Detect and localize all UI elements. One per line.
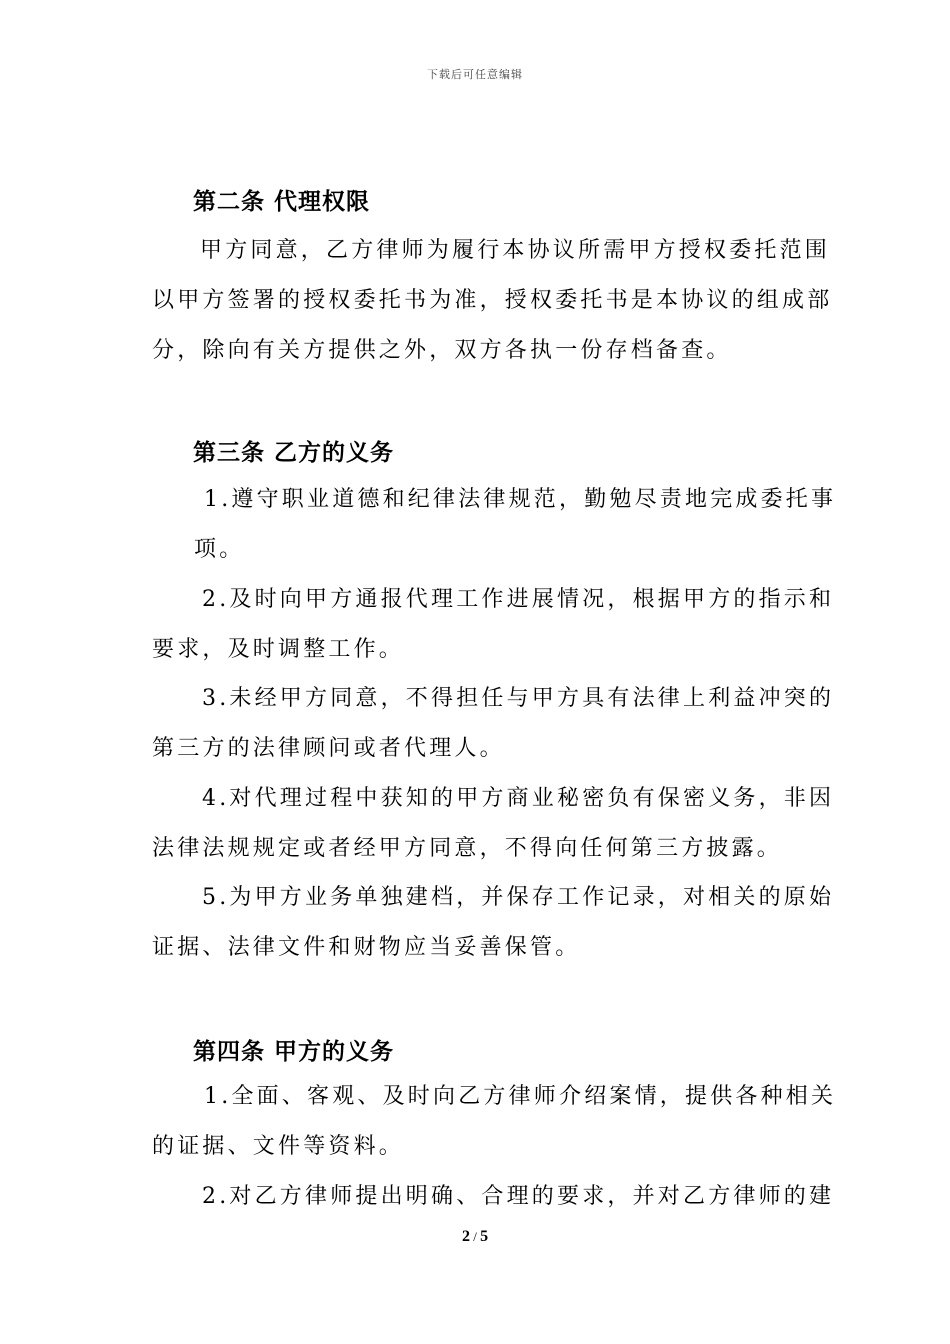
current-page: 2 bbox=[461, 1228, 470, 1245]
paragraph-line: 4.对代理过程中获知的甲方商业秘密负有保密义务，非因 bbox=[202, 786, 835, 811]
paragraph bbox=[152, 575, 862, 675]
paragraph bbox=[152, 674, 862, 774]
paragraph-line: 第三方的法律顾问或者代理人。 bbox=[152, 736, 505, 761]
paragraph bbox=[152, 774, 862, 874]
paragraph-line: 3.未经甲方同意，不得担任与甲方具有法律上利益冲突的 bbox=[202, 686, 835, 711]
page-separator: / bbox=[469, 1229, 481, 1244]
paragraph-line: 5.为甲方业务单独建档，并保存工作记录，对相关的原始 bbox=[202, 885, 835, 910]
paragraph-line: 分，除向有关方提供之外，双方各执一份存档备查。 bbox=[152, 338, 732, 363]
section-heading-3: 第三条 乙方的义务 bbox=[193, 440, 395, 466]
page-number bbox=[0, 1228, 950, 1246]
paragraph-line: 项。 bbox=[194, 537, 245, 562]
paragraph-line: 甲方同意，乙方律师为履行本协议所需甲方授权委托范围 bbox=[200, 238, 831, 263]
paragraph bbox=[152, 1072, 862, 1172]
section-heading-2: 第二条 代理权限 bbox=[193, 189, 371, 215]
paragraph bbox=[152, 226, 862, 376]
paragraph bbox=[152, 475, 862, 575]
paragraph-line: 以甲方签署的授权委托书为准，授权委托书是本协议的组成部 bbox=[152, 288, 833, 313]
paragraph-line: 的证据、文件等资料。 bbox=[152, 1134, 405, 1159]
paragraph-line: 1.遵守职业道德和纪律法律规范，勤勉尽责地完成委托事 bbox=[204, 487, 837, 512]
paragraph-line: 证据、法律文件和财物应当妥善保管。 bbox=[152, 935, 581, 960]
total-pages: 5 bbox=[480, 1228, 489, 1245]
paragraph bbox=[152, 1172, 862, 1222]
paragraph-line: 2.及时向甲方通报代理工作进展情况，根据甲方的指示和 bbox=[202, 587, 835, 612]
paragraph bbox=[152, 873, 862, 973]
paragraph-line: 法律法规规定或者经甲方同意，不得向任何第三方披露。 bbox=[152, 836, 783, 861]
paragraph-line: 要求，及时调整工作。 bbox=[152, 637, 405, 662]
section-heading-4: 第四条 甲方的义务 bbox=[193, 1039, 395, 1065]
paragraph-line: 2.对乙方律师提出明确、合理的要求，并对乙方律师的建 bbox=[202, 1184, 835, 1209]
page-header: 下载后可任意编辑 bbox=[427, 68, 523, 81]
paragraph-line: 1.全面、客观、及时向乙方律师介绍案情，提供各种相关 bbox=[204, 1084, 837, 1109]
